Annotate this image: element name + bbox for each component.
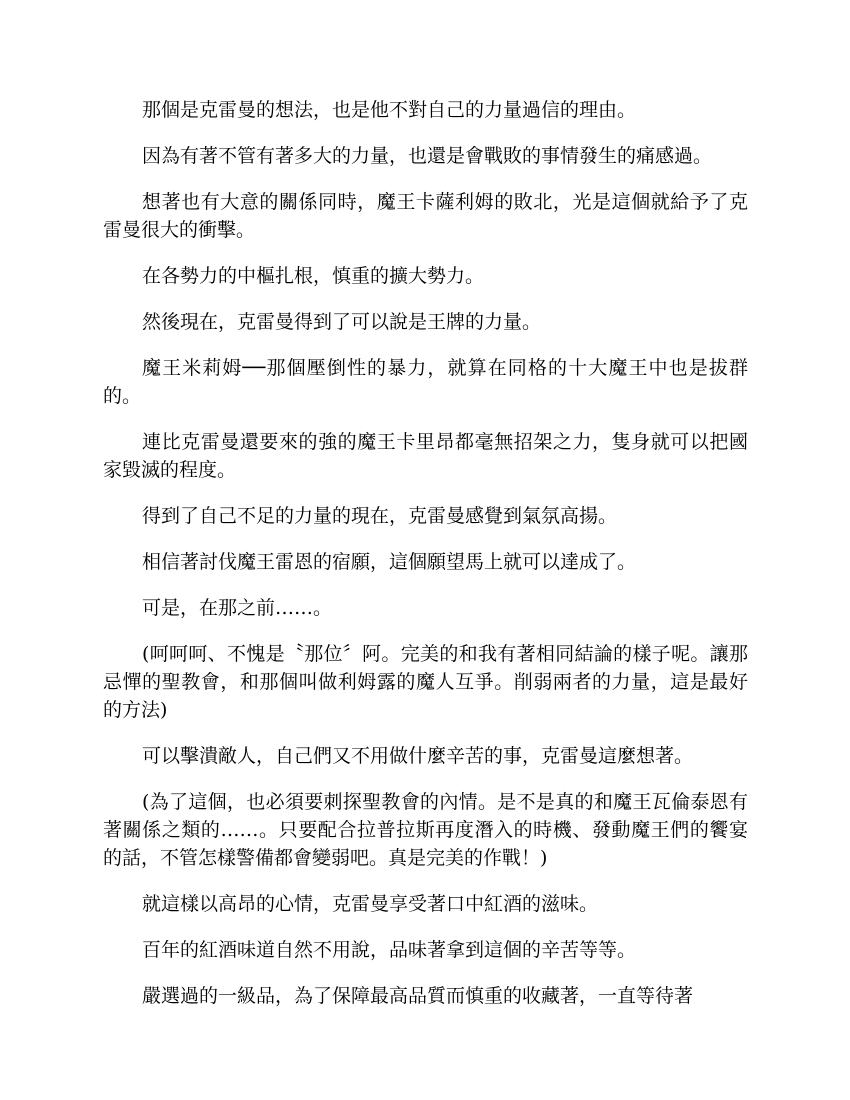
paragraph-4: 在各勢力的中樞扎根，慎重的擴大勢力。: [142, 265, 485, 287]
paragraph-12: 可以擊潰敵人，自己們又不用做什麼辛苦的事，克雷曼這麼想著。: [142, 745, 694, 767]
body-text: [103, 96, 748, 1028]
paragraph-2: 因為有著不管有著多大的力量，也還是會戰敗的事情發生的痛感過。: [142, 145, 713, 167]
paragraph-14: 就這樣以高昂的心情，克雷曼享受著口中紅酒的滋味。: [142, 893, 599, 915]
paragraph-8: 得到了自己不足的力量的現在，克雷曼感覺到氣氛高揚。: [142, 505, 618, 527]
paragraph-10: 可是，在那之前……。: [142, 597, 333, 619]
paragraph-5: 然後現在，克雷曼得到了可以說是王牌的力量。: [142, 311, 542, 333]
paragraph-3: 想著也有大意的關係同時，魔王卡薩利姆的敗北，光是這個就給予了克雷曼很大的衝擊。: [103, 191, 748, 241]
paragraph-11: (呵呵呵、不愧是〝那位〞阿。完美的和我有著相同結論的樣子呢。讓那忌憚的聖教會，和那個叫做利姆露的魔人互爭。削弱兩者的力量，這是最好的方法): [103, 643, 748, 721]
paragraph-16: 嚴選過的一級品，為了保障最高品質而慎重的收藏著，一直等待著: [142, 985, 694, 1007]
paragraph-15: 百年的紅酒味道自然不用說，品味著拿到這個的辛苦等等。: [142, 939, 637, 961]
paragraph-7: 連比克雷曼還要來的強的魔王卡里昂都毫無招架之力，隻身就可以把國家毀滅的程度。: [103, 431, 748, 481]
paragraph-9: 相信著討伐魔王雷恩的宿願，這個願望馬上就可以達成了。: [142, 551, 637, 573]
paragraph-6: 魔王米莉姆──那個壓倒性的暴力，就算在同格的十大魔王中也是拔群的。: [103, 357, 748, 407]
paragraph-1: 那個是克雷曼的想法，也是他不對自己的力量過信的理由。: [142, 99, 637, 121]
paragraph-13: (為了這個，也必須要刺探聖教會的內情。是不是真的和魔王瓦倫泰恩有著關係之類的……。只要配合拉普拉斯再度潛入的時機、發動魔王們的饗宴的話，不管怎樣警備都會變弱吧。真是完美的作戰！): [103, 791, 748, 869]
